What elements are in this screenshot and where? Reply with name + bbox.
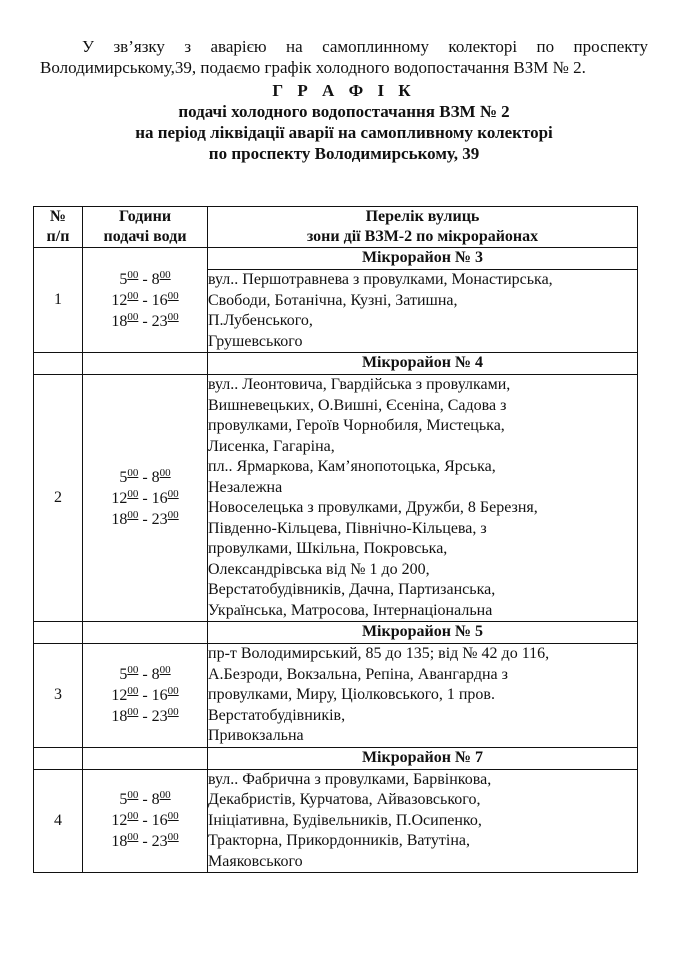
row-number: 1 xyxy=(34,248,83,353)
document-heading xyxy=(40,80,648,164)
hours-minutes: 00 xyxy=(167,289,179,302)
hours-cell xyxy=(83,248,208,353)
empty-cell xyxy=(83,747,208,769)
hours-hour: 12 xyxy=(111,489,128,507)
microdistrict-title: Мікрорайон № 3 xyxy=(208,248,638,270)
hours-minutes: 00 xyxy=(127,831,139,844)
hours-hour: 16 xyxy=(151,291,168,309)
water-schedule-table xyxy=(33,206,638,873)
header-streets: Перелік вулиць зони дії ВЗМ-2 по мікрорайонах xyxy=(208,207,638,248)
hours-hour: 16 xyxy=(151,812,168,830)
hours-hour: 16 xyxy=(151,686,168,704)
microdistrict-row xyxy=(34,622,638,644)
hours-range: $18^{00} - 23^{00}$ xyxy=(111,310,179,330)
hours-hour: 18 xyxy=(111,312,128,330)
hours-hour: 23 xyxy=(151,510,168,528)
hours-hour: 5 xyxy=(119,468,128,486)
street-line: Декабристів, Курчатова, Айвазовського, xyxy=(208,791,481,808)
hours-range: $18^{00} - 23^{00}$ xyxy=(111,705,179,725)
street-line: Олександрівська від № 1 до 200, xyxy=(208,560,430,578)
hours-range: $12^{00} - 16^{00}$ xyxy=(111,810,179,830)
row-number: 2 xyxy=(34,375,83,622)
hours-hour: 23 xyxy=(151,833,168,851)
header-hours: Години подачі води xyxy=(83,207,208,248)
street-line: вул.. Фабрична з провулками, Барвінкова, xyxy=(208,770,492,788)
hours-hour: 8 xyxy=(151,468,160,486)
street-line: А.Безроди, Вокзальна, Репіна, Авангардна з xyxy=(208,665,508,683)
hours-minutes: 00 xyxy=(127,663,139,676)
hours-range: $12^{00} - 16^{00}$ xyxy=(111,684,179,704)
hours-range: $5^{00} - 8^{00}$ xyxy=(119,789,171,809)
hours-range: $18^{00} - 23^{00}$ xyxy=(111,508,179,528)
hours-range: $18^{00} - 23^{00}$ xyxy=(111,831,179,851)
street-line: Тракторна, Прикордонників, Ватутіна, xyxy=(208,832,470,849)
hours-minutes: 00 xyxy=(127,684,139,697)
street-line: Українська, Матросова, Інтернаціональна xyxy=(208,601,493,619)
hours-hour: 8 xyxy=(151,270,160,288)
streets-list xyxy=(208,644,638,748)
hours-minutes: 00 xyxy=(127,789,139,802)
empty-cell xyxy=(83,353,208,375)
heading-line-1: подачі холодного водопостачання ВЗМ № 2 xyxy=(178,102,510,121)
street-line: пр-т Володимирський, 85 до 135; від № 42 до 116, xyxy=(208,645,550,662)
hours-minutes: 00 xyxy=(167,310,179,323)
hours-minutes: 00 xyxy=(167,705,179,718)
supply-hours xyxy=(83,664,207,727)
street-line: провулками, Миру, Ціолковського, 1 пров. xyxy=(208,686,495,703)
hours-minutes: 00 xyxy=(127,289,139,302)
hours-minutes: 00 xyxy=(159,789,171,802)
street-line: Лисенка, Гагаріна, xyxy=(208,437,335,455)
microdistrict-title: Мікрорайон № 7 xyxy=(208,747,638,769)
table-row xyxy=(34,769,638,873)
hours-cell xyxy=(83,769,208,873)
table-row xyxy=(34,644,638,748)
header-number: № п/п xyxy=(34,207,83,248)
hours-hour: 23 xyxy=(151,312,168,330)
hours-range: $12^{00} - 16^{00}$ xyxy=(111,487,179,507)
streets-list xyxy=(208,375,638,622)
hours-cell xyxy=(83,375,208,622)
hours-minutes: 00 xyxy=(127,487,139,500)
streets-list xyxy=(208,270,638,353)
hours-hour: 12 xyxy=(111,812,128,830)
table-header-row xyxy=(34,207,638,248)
empty-cell xyxy=(83,622,208,644)
hours-hour: 23 xyxy=(151,707,168,725)
microdistrict-row xyxy=(34,747,638,769)
hours-minutes: 00 xyxy=(159,466,171,479)
table-body xyxy=(34,248,638,873)
heading-line-2: на період ліквідації аварії на самопливному колекторі xyxy=(135,123,553,142)
hours-hour: 12 xyxy=(111,686,128,704)
street-line: Привокзальна xyxy=(208,727,304,744)
hours-range: $5^{00} - 8^{00}$ xyxy=(119,466,171,486)
street-line: Грушевського xyxy=(208,332,303,350)
hours-hour: 5 xyxy=(119,791,128,809)
table-row xyxy=(34,375,638,622)
hours-hour: 18 xyxy=(111,707,128,725)
hours-minutes: 00 xyxy=(167,831,179,844)
street-line: провулками, Шкільна, Покровська, xyxy=(208,540,448,557)
intro-text: У зв’язку з аварією на самоплинному колекторі по проспекту Володимирському,39, подаємо графік холодного водопостачання ВЗМ № 2. xyxy=(40,37,648,77)
hours-hour: 16 xyxy=(151,489,168,507)
hours-hour: 8 xyxy=(151,665,160,683)
heading-line-3: по проспекту Володимирському, 39 xyxy=(208,144,480,163)
street-line: Маяковського xyxy=(208,852,303,870)
street-line: Вишневецьких, О.Вишні, Єсеніна, Садова з xyxy=(208,396,507,414)
hours-minutes: 00 xyxy=(127,268,139,281)
street-line: Свободи, Ботанічна, Кузні, Затишна, xyxy=(208,291,458,309)
street-line: Верстатобудівників, xyxy=(208,706,346,724)
hours-minutes: 00 xyxy=(167,810,179,823)
hours-hour: 8 xyxy=(151,791,160,809)
hours-minutes: 00 xyxy=(167,508,179,521)
hours-range: $5^{00} - 8^{00}$ xyxy=(119,663,171,683)
supply-hours xyxy=(83,467,207,530)
hours-minutes: 00 xyxy=(167,684,179,697)
hours-hour: 18 xyxy=(111,510,128,528)
hours-minutes: 00 xyxy=(127,705,139,718)
street-line: вул.. Першотравнева з провулками, Монастирська, xyxy=(208,271,553,288)
hours-minutes: 00 xyxy=(127,310,139,323)
street-line: Південно-Кільцева, Північно-Кільцева, з xyxy=(208,519,487,537)
hours-hour: 5 xyxy=(119,270,128,288)
hours-hour: 18 xyxy=(111,833,128,851)
hours-hour: 12 xyxy=(111,291,128,309)
microdistrict-title: Мікрорайон № 5 xyxy=(208,622,638,644)
microdistrict-title: Мікрорайон № 4 xyxy=(208,353,638,375)
supply-hours xyxy=(83,269,207,332)
row-number: 4 xyxy=(34,769,83,873)
heading-word: Г Р А Ф І К xyxy=(272,81,416,100)
microdistrict-row xyxy=(34,248,638,270)
empty-cell xyxy=(34,353,83,375)
hours-minutes: 00 xyxy=(159,268,171,281)
hours-range: $12^{00} - 16^{00}$ xyxy=(111,289,179,309)
street-line: Незалежна xyxy=(208,478,283,496)
street-line: вул.. Леонтовича, Гвардійська з провулками, xyxy=(208,376,511,393)
empty-cell xyxy=(34,622,83,644)
streets-list xyxy=(208,769,638,873)
intro-paragraph xyxy=(40,36,648,78)
empty-cell xyxy=(34,747,83,769)
hours-minutes: 00 xyxy=(167,487,179,500)
microdistrict-row xyxy=(34,353,638,375)
street-line: Верстатобудівників, Дачна, Партизанська, xyxy=(208,581,496,598)
hours-minutes: 00 xyxy=(127,508,139,521)
hours-minutes: 00 xyxy=(127,810,139,823)
row-number: 3 xyxy=(34,644,83,748)
supply-hours xyxy=(83,789,207,852)
hours-range: $5^{00} - 8^{00}$ xyxy=(119,268,171,288)
street-line: провулками, Героїв Чорнобиля, Мистецька, xyxy=(208,417,505,434)
hours-minutes: 00 xyxy=(159,663,171,676)
street-line: Ініціативна, Будівельників, П.Осипенко, xyxy=(208,811,482,829)
street-line: Новоселецька з провулками, Дружби, 8 Березня, xyxy=(208,499,538,516)
hours-hour: 5 xyxy=(119,665,128,683)
hours-minutes: 00 xyxy=(127,466,139,479)
street-line: пл.. Ярмаркова, Кам’янопотоцька, Ярська, xyxy=(208,458,496,475)
street-line: П.Лубенського, xyxy=(208,312,313,329)
hours-cell xyxy=(83,644,208,748)
